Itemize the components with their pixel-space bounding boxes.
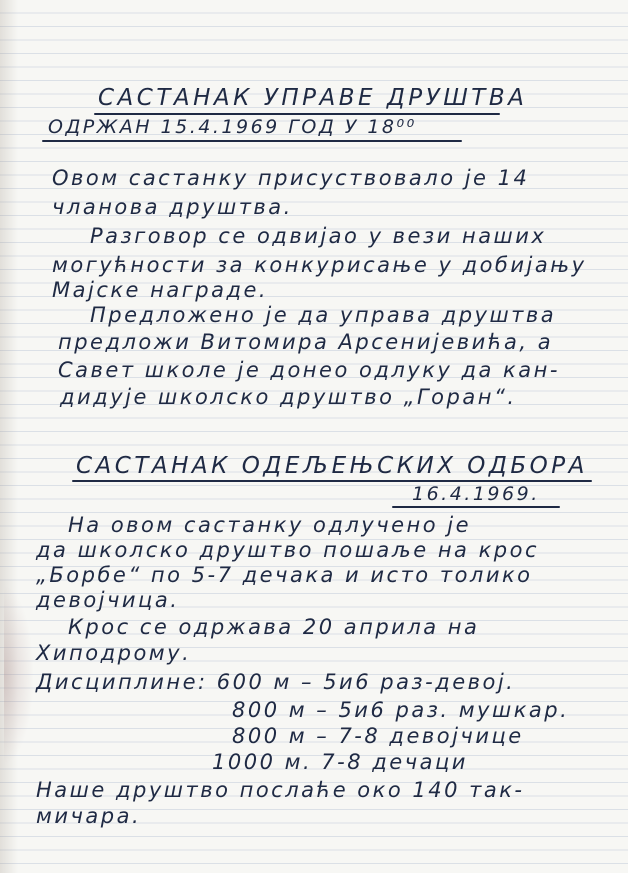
meeting2-line: 1000 м. 7-8 дечаци <box>212 750 468 774</box>
meeting2-date-underline <box>392 506 560 508</box>
meeting1-line: Овом састанку присуствовало је 14 <box>52 166 530 190</box>
meeting1-line: чланова друштва. <box>52 195 293 219</box>
meeting2-line: Наше друштво послаће око 140 так- <box>36 778 525 802</box>
meeting2-title: САСТАНАК ОДЕЉЕЊСКИХ ОДБОРА <box>76 453 588 479</box>
meeting2-line: Дисциплине: 600 м – 5и6 раз-девој. <box>36 670 516 694</box>
meeting1-title-underline <box>94 113 500 115</box>
meeting1-line: Предложено је да управа друштва <box>90 303 557 327</box>
meeting2-line: мичара. <box>36 804 142 828</box>
meeting1-line: могућности за конкурисање у добијању <box>52 253 587 277</box>
meeting2-title-underline <box>72 480 592 482</box>
meeting1-line: дидује школско друштво „Горан“. <box>60 385 517 409</box>
meeting2-line: Хиподрому. <box>36 641 192 665</box>
meeting1-line: Мајске награде. <box>52 278 269 302</box>
meeting2-line: На овом састанку одлучено је <box>68 513 472 537</box>
meeting1-line: Разговор се одвијао у вези наших <box>90 224 547 248</box>
meeting1-line: предложи Витомира Арсенијевића, а <box>58 330 554 354</box>
meeting2-line: да школско друштво пошаље на крос <box>36 538 540 562</box>
page-stain <box>4 585 34 765</box>
meeting1-date-underline <box>42 140 462 142</box>
meeting2-line: „Борбе“ по 5-7 дечака и исто толико <box>36 563 533 587</box>
meeting2-line: 800 м – 7-8 девојчице <box>232 724 524 748</box>
meeting2-date: 16.4.1969. <box>412 483 540 505</box>
meeting2-line: девојчица. <box>36 588 180 612</box>
meeting2-line: Крос се одржава 20 априла на <box>68 615 480 639</box>
meeting1-line: Савет школе је донео одлуку да кан- <box>58 358 560 382</box>
meeting1-held-date: ОДРЖАН 15.4.1969 ГОД У 18⁰⁰ <box>48 116 417 138</box>
meeting1-title: САСТАНАК УПРАВЕ ДРУШТВА <box>98 85 528 111</box>
meeting2-line: 800 м – 5и6 раз. мушкар. <box>232 698 570 722</box>
